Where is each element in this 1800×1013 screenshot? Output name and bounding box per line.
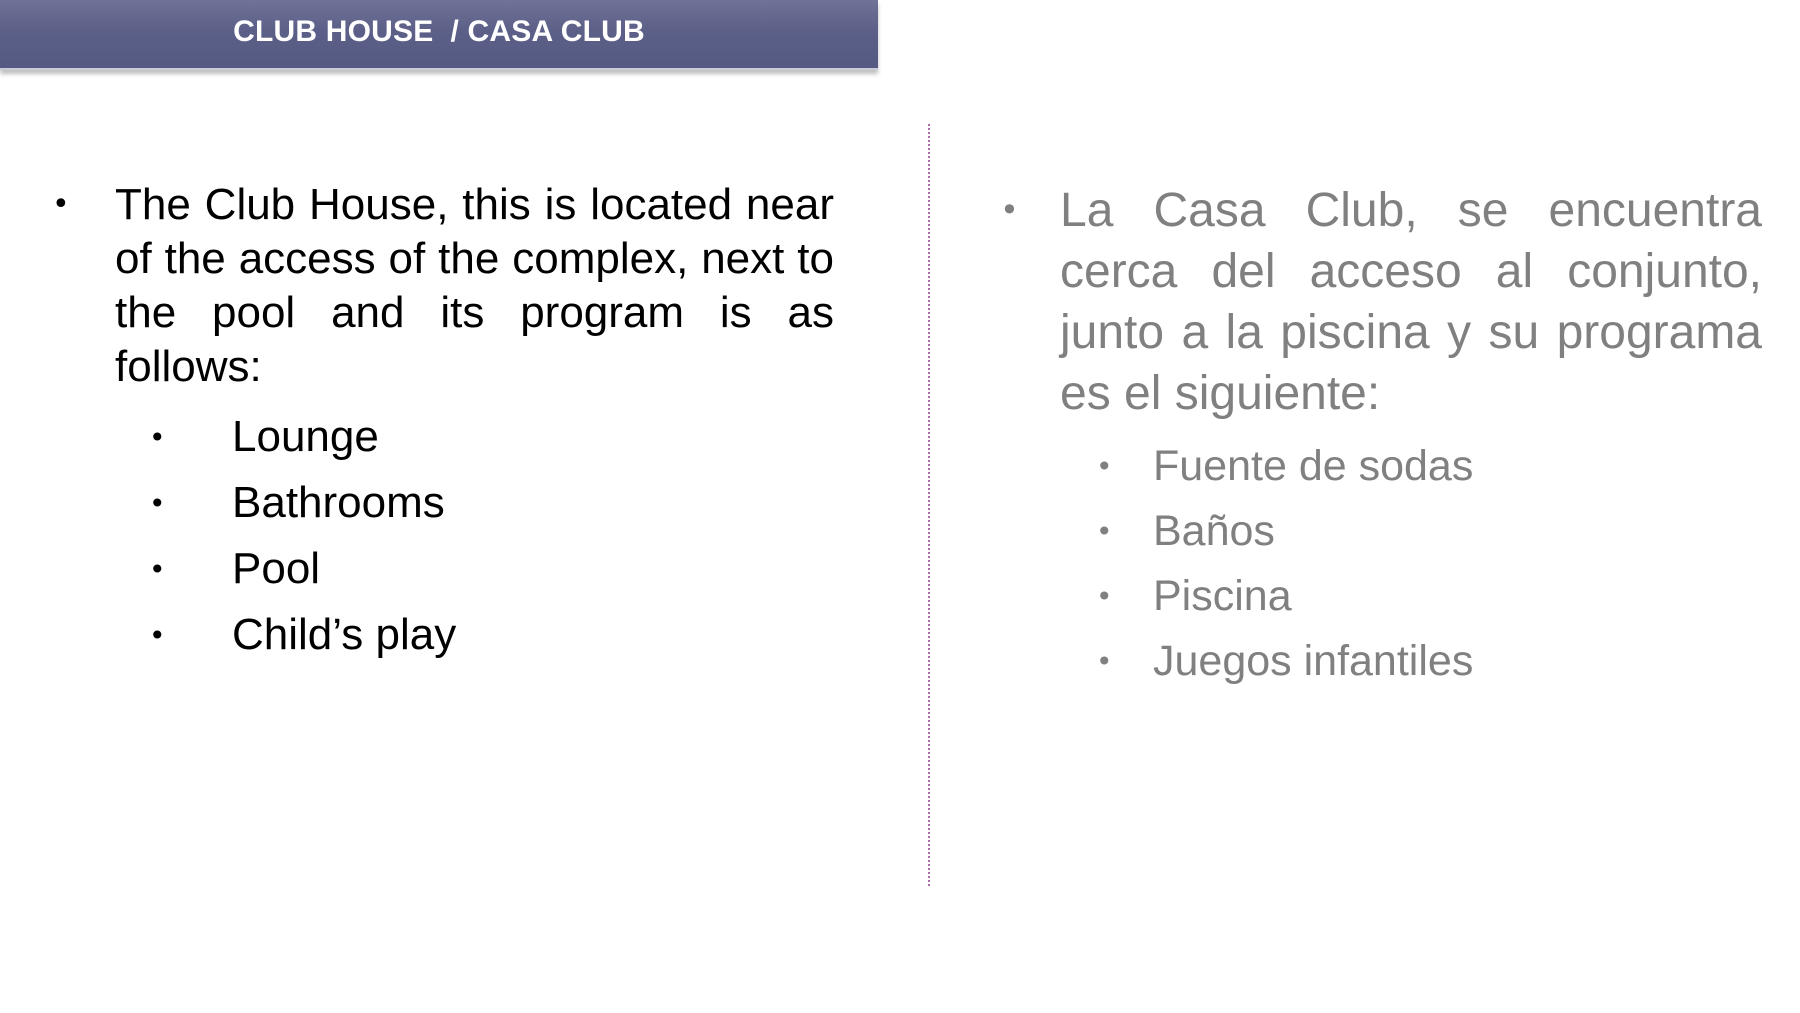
english-item-bathrooms: Bathrooms bbox=[232, 478, 445, 527]
list-item bbox=[149, 404, 834, 470]
spanish-program-list bbox=[1096, 434, 1762, 694]
bullet-icon: • bbox=[1096, 580, 1113, 613]
english-item-pool: Pool bbox=[232, 544, 321, 593]
spanish-item-fuente-de-sodas: Fuente de sodas bbox=[1153, 442, 1474, 490]
bullet-icon: • bbox=[149, 552, 166, 586]
list-item bbox=[149, 602, 834, 668]
english-column bbox=[52, 178, 834, 668]
english-item-lounge: Lounge bbox=[232, 412, 379, 461]
bullet-icon: • bbox=[1096, 645, 1113, 678]
spanish-column bbox=[1000, 180, 1762, 694]
spanish-main-bullet bbox=[1000, 180, 1762, 424]
list-item bbox=[149, 470, 834, 536]
bullet-icon: • bbox=[149, 618, 166, 652]
english-main-bullet bbox=[52, 178, 834, 394]
bullet-icon: • bbox=[149, 486, 166, 520]
list-item bbox=[1096, 499, 1762, 564]
bullet-icon: • bbox=[149, 420, 166, 454]
bullet-icon: • bbox=[52, 187, 70, 222]
spanish-item-juegos-infantiles: Juegos infantiles bbox=[1153, 637, 1474, 685]
english-program-list bbox=[149, 404, 834, 668]
list-item bbox=[149, 536, 834, 602]
english-intro-text: The Club House, this is located near of the access of the complex, next to the pool and its program is as follows: bbox=[115, 180, 834, 391]
list-item bbox=[1096, 434, 1762, 499]
slide-title-bar bbox=[0, 0, 878, 70]
list-item bbox=[1096, 629, 1762, 694]
column-divider bbox=[928, 124, 930, 886]
slide-title: CLUB HOUSE / CASA CLUB bbox=[233, 15, 645, 48]
spanish-item-piscina: Piscina bbox=[1153, 572, 1292, 620]
spanish-intro-text: La Casa Club, se encuentra cerca del acceso al conjunto, junto a la piscina y su programa es el siguiente: bbox=[1060, 184, 1762, 420]
bullet-icon: • bbox=[1096, 450, 1113, 483]
spanish-item-banos: Baños bbox=[1153, 507, 1275, 555]
list-item bbox=[1096, 564, 1762, 629]
bullet-icon: • bbox=[1096, 515, 1113, 548]
english-item-childs-play: Child’s play bbox=[232, 610, 457, 659]
bullet-icon: • bbox=[1000, 191, 1019, 229]
